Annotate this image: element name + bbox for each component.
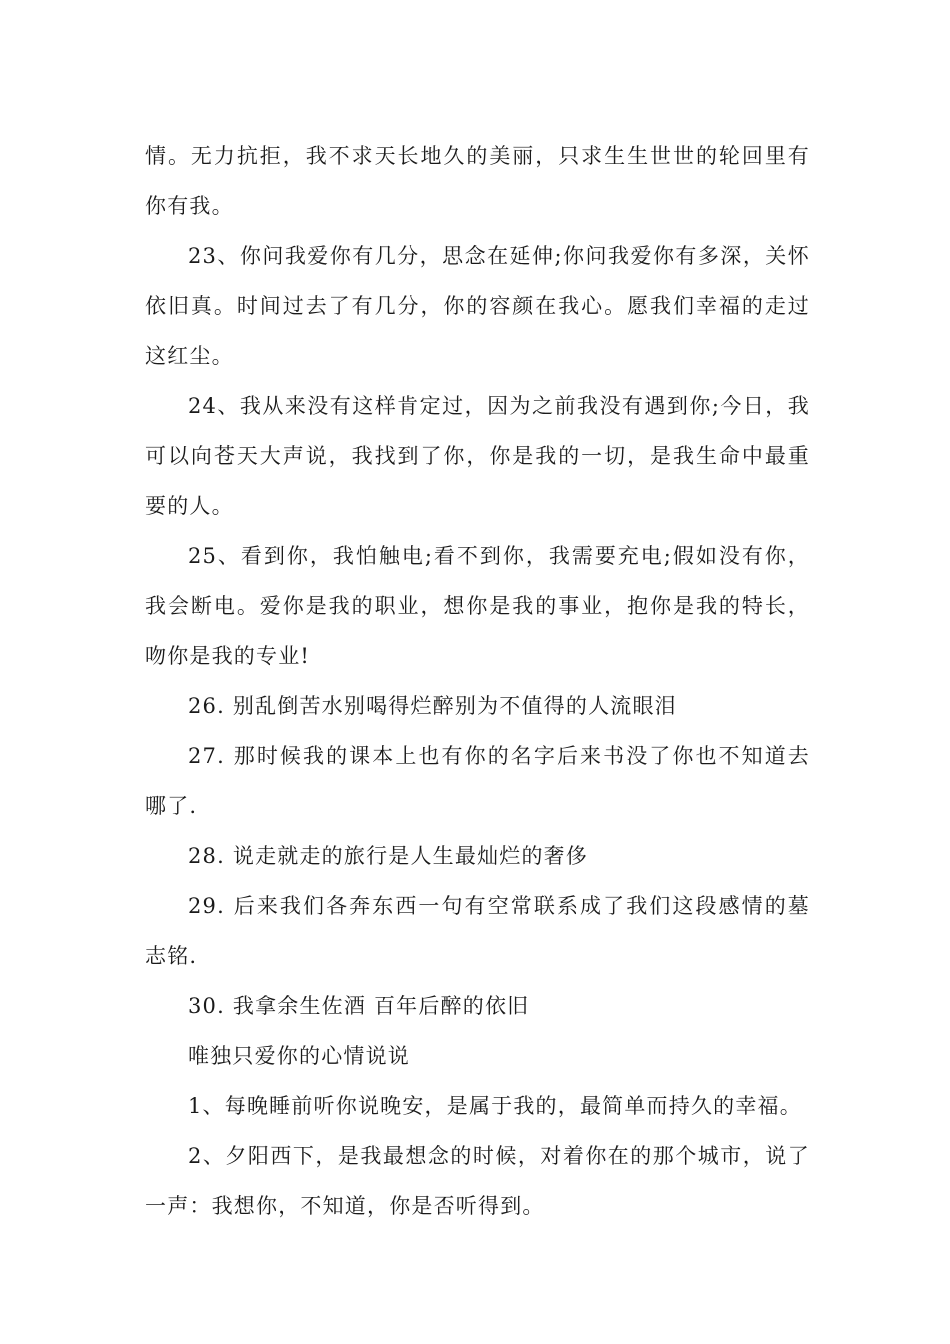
document-body	[145, 131, 810, 1231]
paragraph-29: 29. 后来我们各奔东西一句有空常联系成了我们这段感情的墓志铭.	[145, 894, 810, 968]
paragraph-30: 30. 我拿余生佐酒 百年后醉的依旧	[188, 994, 530, 1018]
paragraph-26: 26. 别乱倒苦水别喝得烂醉别为不值得的人流眼泪	[188, 694, 677, 718]
paragraph-section-2: 2、夕阳西下，是我最想念的时候，对着你在的那个城市，说了一声：我想你，不知道，你是否听得到。	[145, 1144, 810, 1218]
paragraph-section-1: 1、每晚睡前听你说晚安，是属于我的，最简单而持久的幸福。	[188, 1094, 802, 1118]
section-heading: 唯独只爱你的心情说说	[188, 1044, 410, 1068]
paragraph-continued: 情。无力抗拒，我不求天长地久的美丽，只求生生世世的轮回里有你有我。	[145, 144, 810, 218]
paragraph-23: 23、你问我爱你有几分，思念在延伸;你问我爱你有多深，关怀依旧真。时间过去了有几分，你的容颜在我心。愿我们幸福的走过这红尘。	[145, 244, 810, 368]
paragraph-25: 25、看到你，我怕触电;看不到你，我需要充电;假如没有你，我会断电。爱你是我的职业，想你是我的事业，抱你是我的特长，吻你是我的专业!	[145, 544, 810, 668]
paragraph-28: 28. 说走就走的旅行是人生最灿烂的奢侈	[188, 844, 589, 868]
paragraph-24: 24、我从来没有这样肯定过，因为之前我没有遇到你;今日，我可以向苍天大声说，我找到了你，你是我的一切，是我生命中最重要的人。	[145, 394, 810, 518]
paragraph-27: 27. 那时候我的课本上也有你的名字后来书没了你也不知道去哪了.	[145, 744, 810, 818]
